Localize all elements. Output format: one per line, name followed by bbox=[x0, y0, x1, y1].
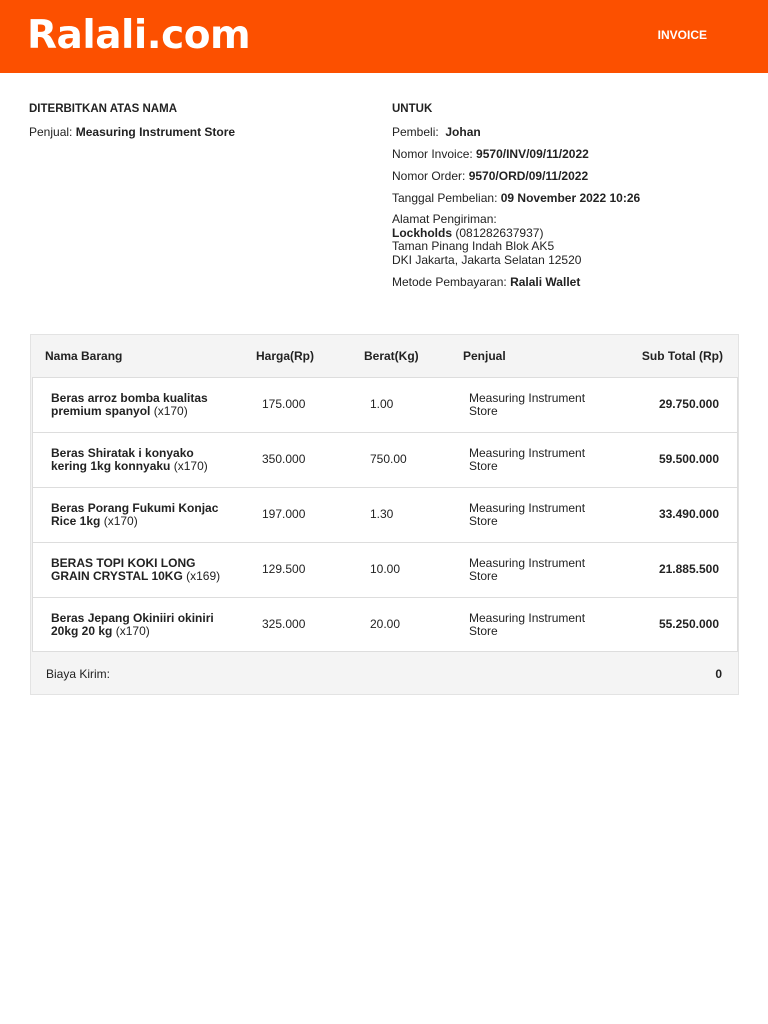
item-subtotal: 55.250.000 bbox=[658, 617, 719, 632]
item-weight: 10.00 bbox=[370, 562, 401, 577]
item-price: 129.500 bbox=[262, 562, 306, 577]
payment-method-label: Metode Pembayaran: bbox=[392, 275, 507, 289]
table-row bbox=[33, 378, 737, 433]
item-subtotal: 33.490.000 bbox=[658, 507, 719, 522]
item-weight: 750.00 bbox=[370, 452, 407, 467]
item-name-cell bbox=[51, 488, 231, 542]
item-qty: (x170) bbox=[173, 459, 208, 473]
item-weight: 20.00 bbox=[370, 617, 401, 632]
item-qty: (x170) bbox=[115, 624, 150, 638]
invoice-header bbox=[0, 0, 768, 73]
item-seller: Measuring Instrument Store bbox=[469, 390, 586, 418]
address-phone: (081282637937) bbox=[455, 225, 544, 240]
items-table-header bbox=[31, 335, 738, 377]
item-seller: Measuring Instrument Store bbox=[469, 610, 586, 638]
purchase-date-label: Tanggal Pembelian: bbox=[392, 191, 498, 205]
issued-by-section bbox=[29, 102, 359, 139]
invoice-number-info bbox=[392, 147, 742, 161]
item-qty: (x170) bbox=[103, 514, 138, 528]
col-header-weight: Berat(Kg) bbox=[364, 349, 419, 363]
item-name[interactable]: Beras Jepang Okiniiri okiniri 20kg 20 kg bbox=[51, 610, 214, 638]
item-price: 350.000 bbox=[262, 452, 306, 467]
invoice-title: INVOICE bbox=[657, 28, 707, 42]
item-weight: 1.30 bbox=[370, 507, 394, 522]
item-qty: (x169) bbox=[186, 569, 221, 583]
item-subtotal: 59.500.000 bbox=[658, 452, 719, 467]
buyer-label: Pembeli: bbox=[392, 125, 439, 139]
buyer-info bbox=[392, 125, 742, 139]
item-price: 325.000 bbox=[262, 617, 306, 632]
recipient-section bbox=[392, 102, 742, 289]
item-price: 175.000 bbox=[262, 397, 306, 412]
purchase-date-value: 09 November 2022 10:26 bbox=[500, 191, 641, 205]
address-name: Lockholds bbox=[392, 225, 453, 240]
item-qty: (x170) bbox=[153, 404, 188, 418]
shipping-cost-row bbox=[31, 653, 738, 695]
recipient-title: UNTUK bbox=[392, 103, 433, 115]
item-name-cell bbox=[51, 598, 231, 652]
buyer-value: Johan bbox=[445, 125, 481, 139]
item-name-cell bbox=[51, 433, 231, 487]
table-row bbox=[33, 433, 737, 488]
order-number-info bbox=[392, 169, 742, 183]
table-row bbox=[33, 598, 737, 653]
items-table bbox=[30, 334, 739, 695]
seller-label: Penjual: bbox=[29, 125, 73, 139]
seller-info bbox=[29, 125, 359, 139]
issued-by-title: DITERBITKAN ATAS NAMA bbox=[29, 103, 177, 115]
order-number-label: Nomor Order: bbox=[392, 169, 466, 183]
col-header-subtotal: Sub Total (Rp) bbox=[641, 349, 723, 363]
col-header-price: Harga(Rp) bbox=[256, 349, 315, 363]
items-table-body bbox=[32, 377, 738, 652]
purchase-date-info bbox=[392, 191, 742, 205]
table-row bbox=[33, 488, 737, 543]
payment-method-info bbox=[392, 275, 742, 289]
item-name[interactable]: BERAS TOPI KOKI LONG GRAIN CRYSTAL 10KG bbox=[51, 555, 196, 583]
item-price: 197.000 bbox=[262, 507, 306, 522]
address-line-2: DKI Jakarta, Jakarta Selatan 12520 bbox=[392, 252, 582, 267]
ralali-logo[interactable]: Ralali.com bbox=[27, 13, 251, 58]
shipping-cost-label: Biaya Kirim: bbox=[46, 667, 111, 681]
shipping-address bbox=[392, 213, 742, 267]
item-seller: Measuring Instrument Store bbox=[469, 445, 586, 473]
item-seller: Measuring Instrument Store bbox=[469, 555, 586, 583]
invoice-number-label: Nomor Invoice: bbox=[392, 147, 473, 161]
item-subtotal: 29.750.000 bbox=[658, 397, 719, 412]
item-name-cell bbox=[51, 378, 231, 432]
item-name[interactable]: Beras arroz bomba kualitas premium spanyol bbox=[51, 390, 208, 418]
invoice-number-value: 9570/INV/09/11/2022 bbox=[476, 147, 589, 161]
table-row bbox=[33, 543, 737, 598]
item-seller: Measuring Instrument Store bbox=[469, 500, 586, 528]
payment-method-value: Ralali Wallet bbox=[510, 275, 581, 289]
shipping-address-recipient bbox=[392, 227, 742, 241]
shipping-cost-value: 0 bbox=[715, 667, 722, 681]
col-header-name: Nama Barang bbox=[45, 349, 123, 363]
item-name-cell bbox=[51, 543, 231, 597]
item-subtotal: 21.885.500 bbox=[658, 562, 719, 577]
shipping-address-label: Alamat Pengiriman: bbox=[392, 212, 497, 226]
seller-value: Measuring Instrument Store bbox=[75, 125, 236, 139]
item-weight: 1.00 bbox=[370, 397, 394, 412]
address-line-1: Taman Pinang Indah Blok AK5 bbox=[392, 239, 555, 253]
item-name[interactable]: Beras Porang Fukumi Konjac Rice 1kg bbox=[51, 500, 219, 528]
col-header-seller: Penjual bbox=[463, 349, 506, 363]
order-number-value: 9570/ORD/09/11/2022 bbox=[468, 169, 589, 183]
item-name[interactable]: Beras Shiratak i konyako kering 1kg konnyaku bbox=[51, 445, 194, 473]
